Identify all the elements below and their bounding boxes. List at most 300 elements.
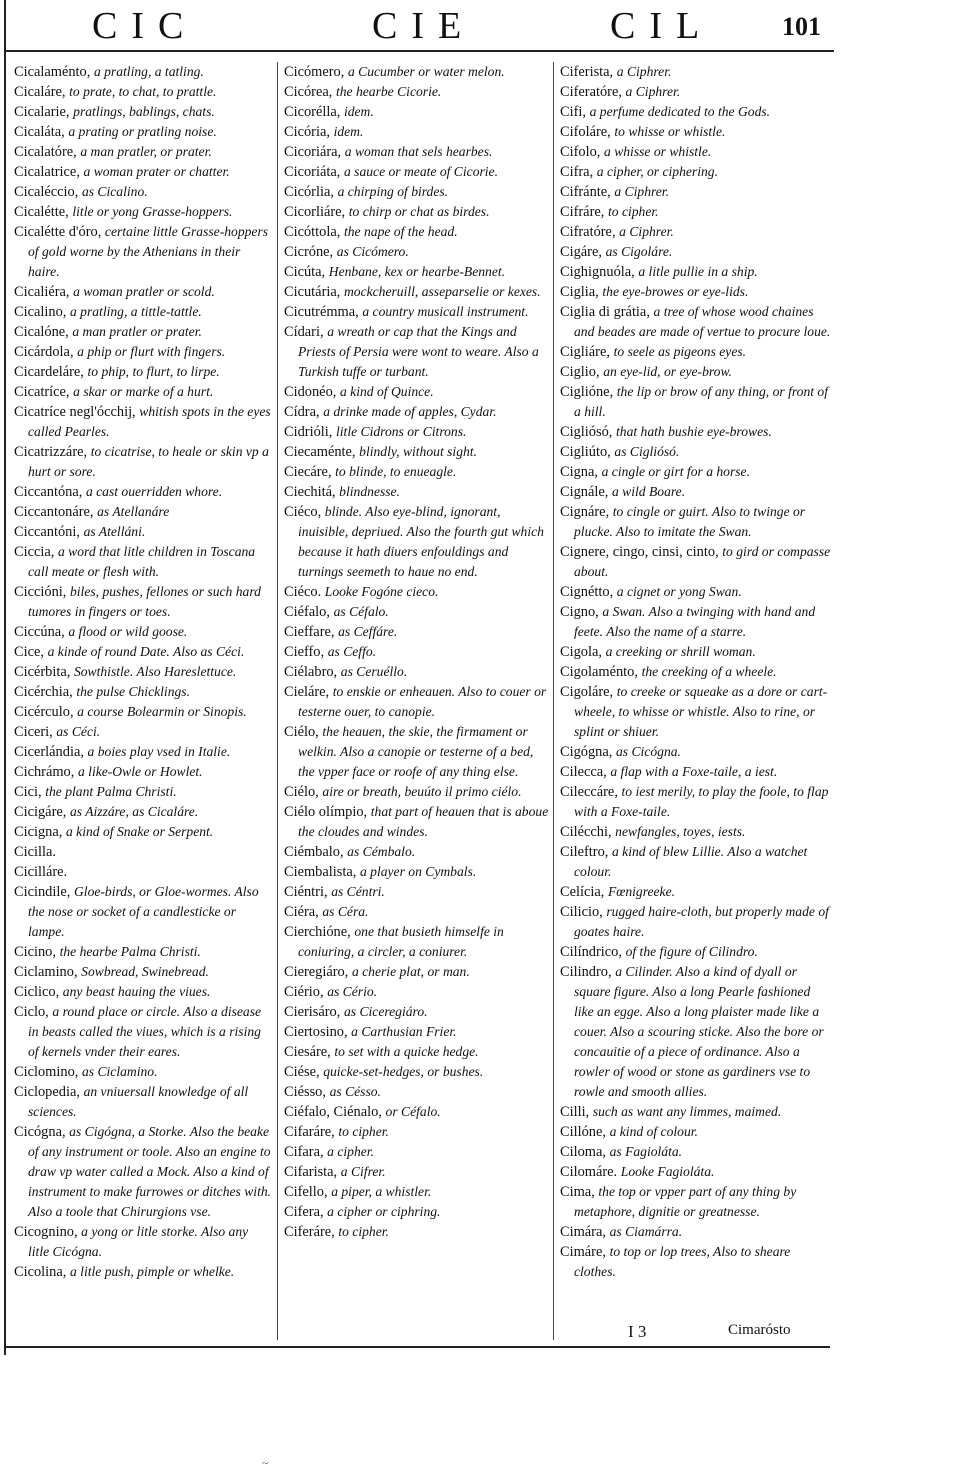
entry-definition: as Cicalino. — [81, 184, 148, 199]
entry-definition: as Ceffáre. — [338, 624, 398, 639]
entry-definition: the pulse Chicklings. — [76, 684, 190, 699]
dictionary-entry — [14, 642, 272, 662]
stray-ink-mark: ~ — [262, 1456, 269, 1470]
entry-headword: Ciésso, — [284, 1084, 326, 1100]
entry-headword: Ciccióni, — [14, 584, 67, 600]
dictionary-entry — [560, 962, 832, 1102]
entry-definition: that part of heauen that is aboue the cloudes and windes. — [298, 804, 549, 839]
dictionary-entry — [560, 1142, 832, 1162]
entry-headword: Cifaráre, — [284, 1124, 335, 1140]
dictionary-entry — [14, 882, 272, 942]
entry-headword: Cicógna, — [14, 1124, 66, 1140]
dictionary-entry — [14, 842, 272, 862]
entry-definition: a whisse or whistle. — [604, 144, 712, 159]
entry-definition: as Ceffo. — [327, 644, 377, 659]
entry-definition: a man pratler or prater. — [72, 324, 202, 339]
entry-headword: Ciélo, — [284, 724, 319, 740]
entry-headword: Cicorliáre, — [284, 204, 346, 220]
entry-headword: Cicérbita, — [14, 664, 71, 680]
running-head-center: CIE — [372, 5, 476, 47]
entry-definition: Sowbread, Swinebread. — [81, 964, 209, 979]
entry-headword: Ciembalista, — [284, 864, 357, 880]
entry-headword: Cigliúto, — [560, 444, 611, 460]
entry-definition: a cipher or ciphring. — [327, 1204, 441, 1219]
entry-headword: Cifarista, — [284, 1164, 338, 1180]
dictionary-entry — [14, 202, 272, 222]
entry-headword: Cicatríce negl'ócchij, — [14, 404, 136, 420]
entry-definition: litle Cidrons or Citrons. — [335, 424, 467, 439]
entry-definition: idem. — [333, 124, 364, 139]
dictionary-entry — [560, 162, 832, 182]
entry-definition: as Cicógna. — [615, 744, 681, 759]
entry-definition: idem. — [343, 104, 374, 119]
entry-headword: Ciglióne, — [560, 384, 614, 400]
entry-definition: a man pratler, or prater. — [80, 144, 212, 159]
entry-headword: Ciertosino, — [284, 1024, 348, 1040]
entry-definition: the top or vpper part of any thing by metaphore, dignitie or greatnesse. — [574, 1184, 797, 1219]
dictionary-entry — [14, 702, 272, 722]
entry-headword: Cilíndrico, — [560, 944, 622, 960]
dictionary-entry — [560, 662, 832, 682]
entry-headword: Cieregiáro, — [284, 964, 349, 980]
entry-headword: Cieffo, — [284, 644, 325, 660]
entry-definition: blinde. Also eye-blind, ignorant, inuisible, depriued. Also the fourth gut which because it hath diuers enfouldings and turnings seemeth to haue no end. — [298, 504, 544, 579]
running-head-left: CIC — [92, 5, 198, 47]
dictionary-entry — [284, 1162, 550, 1182]
dictionary-entry — [560, 462, 832, 482]
dictionary-entry — [14, 382, 272, 402]
dictionary-entry — [560, 742, 832, 762]
entry-headword: Cicolina, — [14, 1264, 67, 1280]
entry-definition: quicke-set-hedges, or bushes. — [323, 1064, 484, 1079]
entry-headword: Cilécchi, — [560, 824, 612, 840]
entry-definition: a country musicall instrument. — [362, 304, 529, 319]
dictionary-entry — [284, 162, 550, 182]
dictionary-entry — [284, 322, 550, 382]
dictionary-entry — [14, 862, 272, 882]
dictionary-entry — [284, 962, 550, 982]
entry-definition: to seele as pigeons eyes. — [613, 344, 747, 359]
entry-headword: Cilindro, — [560, 964, 612, 980]
entry-definition: as Cério. — [327, 984, 378, 999]
entry-headword: Cídari, — [284, 324, 324, 340]
entry-definition: as Fagioláta. — [609, 1144, 683, 1159]
dictionary-entry — [14, 1002, 272, 1062]
dictionary-entry — [14, 402, 272, 442]
dictionary-entry — [560, 242, 832, 262]
entry-headword: Cicalino, — [14, 304, 67, 320]
entry-definition: a litle push, pimple or whelke. — [69, 1264, 235, 1279]
entry-definition: a flood or wild goose. — [68, 624, 188, 639]
dictionary-entry — [284, 642, 550, 662]
dictionary-entry — [560, 62, 832, 82]
dictionary-entry — [284, 1122, 550, 1142]
column-1 — [14, 62, 272, 1282]
entry-definition: a yong or litle storke. Also any litle Cicógna. — [28, 1224, 249, 1259]
dictionary-entry — [14, 502, 272, 522]
entry-definition: the nape of the head. — [343, 224, 458, 239]
dictionary-entry — [560, 422, 832, 442]
entry-headword: Cignétto, — [560, 584, 614, 600]
dictionary-entry — [14, 1122, 272, 1222]
dictionary-entry — [284, 842, 550, 862]
entry-definition: to cipher. — [338, 1124, 389, 1139]
entry-definition: as Cigógna, a Storke. Also the beake of any instrument or toole. Also an engine to draw vp water called a Mock. Also a kind of instrument to make furrowes or ditches with. Also a toole that Chirurgions vse. — [28, 1124, 272, 1219]
entry-headword: Cifi, — [560, 104, 586, 120]
entry-headword: Cicaliéra, — [14, 284, 70, 300]
dictionary-entry — [284, 202, 550, 222]
entry-headword: Ciclico, — [14, 984, 60, 1000]
entry-headword: Cicilláre. — [14, 864, 68, 880]
entry-headword: Cileftro, — [560, 844, 609, 860]
entry-headword: Cidonéo, — [284, 384, 337, 400]
entry-headword: Cicutrémma, — [284, 304, 359, 320]
entry-headword: Cigógna, — [560, 744, 613, 760]
column-divider — [553, 62, 554, 1340]
dictionary-entry — [14, 1222, 272, 1262]
dictionary-entry — [14, 222, 272, 282]
entry-headword: Cicómero, — [284, 64, 345, 80]
entry-headword: Cicerlándia, — [14, 744, 84, 760]
entry-definition: a kind of blew Lillie. Also a watchet colour. — [574, 844, 808, 879]
entry-definition: as Cigliósó. — [614, 444, 680, 459]
entry-headword: Cigoláre, — [560, 684, 614, 700]
entry-definition: a tree of whose wood chaines and beades are made of vertue to procure loue. — [574, 304, 831, 339]
dictionary-entry — [284, 782, 550, 802]
dictionary-entry — [560, 142, 832, 162]
dictionary-entry — [14, 182, 272, 202]
entry-headword: Ciccantóni, — [14, 524, 80, 540]
dictionary-entry — [14, 142, 272, 162]
dictionary-entry — [14, 822, 272, 842]
entry-definition: a woman that sels hearbes. — [344, 144, 493, 159]
entry-definition: a wreath or cap that the Kings and Priests of Persia were wont to weare. Also a Turkish tuffe or turbant. — [298, 324, 539, 379]
entry-headword: Cifera, — [284, 1204, 324, 1220]
dictionary-entry — [284, 622, 550, 642]
entry-headword: Ciferáre, — [284, 1224, 335, 1240]
entry-definition: the eye-browes or eye-lids. — [602, 284, 749, 299]
entry-headword: Cicoriára, — [284, 144, 342, 160]
entry-headword: Cidrióli, — [284, 424, 333, 440]
entry-headword: Ciesáre, — [284, 1044, 331, 1060]
dictionary-entry — [14, 662, 272, 682]
entry-definition: a kind of Quince. — [339, 384, 434, 399]
entry-definition: whitish spots in the eyes called Pearles. — [28, 404, 271, 439]
entry-headword: Ciceri, — [14, 724, 53, 740]
entry-headword: Cicalatóre, — [14, 144, 77, 160]
entry-definition: as Atellanáre — [97, 504, 170, 519]
entry-headword: Cigolaménto, — [560, 664, 638, 680]
dictionary-entry — [14, 782, 272, 802]
dictionary-entry — [14, 622, 272, 642]
entry-headword: Cifránte, — [560, 184, 611, 200]
dictionary-entry — [560, 1222, 832, 1242]
dictionary-entry — [560, 582, 832, 602]
entry-headword: Ciglia, — [560, 284, 599, 300]
entry-headword: Cicalétte d'óro, — [14, 224, 102, 240]
dictionary-entry — [14, 302, 272, 322]
entry-headword: Cileccáre, — [560, 784, 618, 800]
entry-headword: Cicoriáta, — [284, 164, 341, 180]
entry-headword: Celícia, — [560, 884, 605, 900]
entry-definition: a drinke made of apples, Cydar. — [323, 404, 497, 419]
entry-headword: Cigliósó, — [560, 424, 613, 440]
entry-headword: Ciéco, — [284, 504, 322, 520]
dictionary-entry — [14, 942, 272, 962]
dictionary-entry — [560, 942, 832, 962]
entry-headword: Cignáre, — [560, 504, 610, 520]
entry-headword: Cigola, — [560, 644, 602, 660]
entry-definition: as Césso. — [329, 1084, 381, 1099]
dictionary-entry — [284, 1062, 550, 1082]
entry-headword: Cicaláta, — [14, 124, 65, 140]
entry-headword: Ciélo, — [284, 784, 319, 800]
dictionary-entry — [284, 1042, 550, 1062]
entry-definition: the plant Palma Christi. — [45, 784, 177, 799]
dictionary-entry — [560, 762, 832, 782]
entry-headword: Ciéco. — [284, 584, 322, 600]
entry-headword: Cieláre, — [284, 684, 330, 700]
column-2 — [284, 62, 550, 1242]
entry-headword: Cilli, — [560, 1104, 590, 1120]
entry-definition: litle or yong Grasse-hoppers. — [72, 204, 233, 219]
dictionary-entry — [14, 962, 272, 982]
dictionary-entry — [560, 342, 832, 362]
dictionary-entry — [560, 82, 832, 102]
dictionary-entry — [284, 142, 550, 162]
dictionary-entry — [560, 222, 832, 242]
dictionary-entry — [284, 1082, 550, 1102]
entry-headword: Cignere, cingo, cinsi, cinto, — [560, 544, 719, 560]
entry-headword: Ciémbalo, — [284, 844, 344, 860]
entry-headword: Ciglia di grátia, — [560, 304, 650, 320]
entry-definition: as Aizzáre, as Cicaláre. — [69, 804, 199, 819]
dictionary-entry — [14, 742, 272, 762]
entry-headword: Cifello, — [284, 1184, 328, 1200]
entry-definition: a kind of Snake or Serpent. — [65, 824, 214, 839]
entry-definition: to iest merily, to play the foole, to flap with a Foxe-taile. — [574, 784, 829, 819]
entry-headword: Cicórea, — [284, 84, 333, 100]
entry-headword: Ciélabro, — [284, 664, 338, 680]
dictionary-entry — [284, 62, 550, 82]
dictionary-entry — [284, 502, 550, 582]
entry-headword: Cídra, — [284, 404, 320, 420]
dictionary-entry — [14, 162, 272, 182]
entry-definition: a Ciphrer. — [616, 64, 672, 79]
entry-headword: Cifratóre, — [560, 224, 616, 240]
entry-definition: or Céfalo. — [385, 1104, 441, 1119]
dictionary-entry — [14, 122, 272, 142]
dictionary-entry — [560, 782, 832, 822]
entry-headword: Cicalétte, — [14, 204, 69, 220]
dictionary-entry — [560, 362, 832, 382]
dictionary-entry — [284, 1102, 550, 1122]
entry-definition: a like-Owle or Howlet. — [77, 764, 203, 779]
dictionary-entry — [560, 1102, 832, 1122]
dictionary-entry — [560, 442, 832, 462]
dictionary-entry — [560, 682, 832, 742]
entry-definition: Sowthistle. Also Hareslettuce. — [73, 664, 237, 679]
dictionary-entry — [560, 302, 832, 342]
dictionary-entry — [284, 382, 550, 402]
entry-headword: Ciccúna, — [14, 624, 65, 640]
entry-definition: a Carthusian Frier. — [351, 1024, 457, 1039]
entry-definition: a cignet or yong Swan. — [616, 584, 742, 599]
dictionary-entry — [284, 1202, 550, 1222]
dictionary-entry — [284, 582, 550, 602]
entry-definition: blindnesse. — [339, 484, 400, 499]
entry-definition: a Cifrer. — [340, 1164, 386, 1179]
entry-headword: Cicutária, — [284, 284, 341, 300]
entry-headword: Cicalaménto, — [14, 64, 91, 80]
running-head-right: CIL — [610, 5, 714, 47]
entry-definition: a Cucumber or water melon. — [347, 64, 505, 79]
dictionary-entry — [284, 902, 550, 922]
entry-headword: Ciéfalo, Ciénalo, — [284, 1104, 382, 1120]
entry-headword: Cieffare, — [284, 624, 335, 640]
entry-headword: Ciéfalo, — [284, 604, 330, 620]
entry-headword: Cicindile, — [14, 884, 71, 900]
entry-definition: a woman pratler or scold. — [73, 284, 215, 299]
dictionary-entry — [560, 482, 832, 502]
entry-headword: Ciclopedia, — [14, 1084, 80, 1100]
entry-headword: Cicória, — [284, 124, 330, 140]
header-rule — [6, 50, 834, 52]
entry-headword: Ciccia, — [14, 544, 55, 560]
entry-definition: an vniuersall knowledge of all sciences. — [28, 1084, 249, 1119]
entry-definition: as Cigoláre. — [605, 244, 673, 259]
dictionary-entry — [284, 722, 550, 782]
dictionary-entry — [284, 102, 550, 122]
entry-headword: Cilomáre. — [560, 1164, 618, 1180]
dictionary-entry — [14, 522, 272, 542]
page-number: 101 — [782, 12, 821, 41]
entry-headword: Cifara, — [284, 1144, 324, 1160]
entry-headword: Cimára, — [560, 1224, 606, 1240]
dictionary-entry — [284, 1002, 550, 1022]
catchword: Cimarósto — [728, 1322, 791, 1338]
entry-definition: certaine little Grasse-hoppers of gold worne by the Athenians in their haire. — [28, 224, 269, 279]
dictionary-entry — [560, 202, 832, 222]
dictionary-entry — [284, 242, 550, 262]
entry-headword: Ciélo olímpio, — [284, 804, 368, 820]
entry-headword: Ciclo, — [14, 1004, 49, 1020]
entry-headword: Ciccantonáre, — [14, 504, 94, 520]
dictionary-entry — [560, 1162, 832, 1182]
dictionary-entry — [14, 1082, 272, 1122]
entry-headword: Ciclamino, — [14, 964, 78, 980]
dictionary-entry — [284, 302, 550, 322]
entry-definition: a Ciphrer. — [619, 224, 674, 239]
entry-definition: to cipher. — [607, 204, 659, 219]
dictionary-entry — [284, 82, 550, 102]
entry-headword: Ciério, — [284, 984, 324, 1000]
entry-headword: Cignále, — [560, 484, 609, 500]
entry-headword: Cici, — [14, 784, 42, 800]
dictionary-entry — [284, 182, 550, 202]
entry-definition: any beast hauing the viues. — [62, 984, 211, 999]
entry-headword: Ciecaménte, — [284, 444, 356, 460]
entry-headword: Cigna, — [560, 464, 598, 480]
entry-definition: as Céra. — [322, 904, 369, 919]
dictionary-entry — [14, 762, 272, 782]
entry-headword: Cifoláre, — [560, 124, 611, 140]
entry-headword: Cighignuóla, — [560, 264, 635, 280]
dictionary-entry — [14, 1062, 272, 1082]
entry-definition: as Ciceregiáro. — [343, 1004, 428, 1019]
entry-definition: a cingle or girt for a horse. — [601, 464, 750, 479]
dictionary-entry — [284, 282, 550, 302]
dictionary-entry — [560, 262, 832, 282]
dictionary-entry — [284, 1142, 550, 1162]
entry-definition: a course Bolearmin or Sinopis. — [77, 704, 247, 719]
entry-headword: Ciéntri, — [284, 884, 328, 900]
dictionary-entry — [14, 1262, 272, 1282]
dictionary-entry — [560, 542, 832, 582]
dictionary-entry — [284, 882, 550, 902]
entry-headword: Cicalóne, — [14, 324, 69, 340]
entry-headword: Cicaláre, — [14, 84, 66, 100]
column-divider — [277, 62, 278, 1340]
dictionary-entry — [14, 342, 272, 362]
dictionary-entry — [284, 402, 550, 422]
entry-headword: Cice, — [14, 644, 44, 660]
entry-headword: Cicaléccio, — [14, 184, 79, 200]
dictionary-entry — [14, 802, 272, 822]
entry-headword: Cichrámo, — [14, 764, 75, 780]
entry-headword: Ciclomino, — [14, 1064, 79, 1080]
entry-definition: a phip or flurt with fingers. — [77, 344, 226, 359]
entry-headword: Ciecáre, — [284, 464, 332, 480]
entry-definition: a chirping of birdes. — [337, 184, 449, 199]
entry-definition: a piper, a whistler. — [331, 1184, 432, 1199]
entry-definition: the creeking of a wheele. — [641, 664, 777, 679]
entry-definition: to set with a quicke hedge. — [334, 1044, 479, 1059]
entry-definition: the hearbe Palma Christi. — [59, 944, 201, 959]
entry-definition: pratlings, bablings, chats. — [73, 104, 215, 119]
entry-definition: a pratling, a tittle-tattle. — [69, 304, 202, 319]
dictionary-entry — [14, 582, 272, 622]
entry-headword: Cigno, — [560, 604, 599, 620]
entry-definition: to cipher. — [338, 1224, 389, 1239]
dictionary-entry — [560, 642, 832, 662]
dictionary-entry — [14, 442, 272, 482]
entry-definition: a cipher. — [327, 1144, 374, 1159]
dictionary-entry — [284, 482, 550, 502]
entry-headword: Cicérculo, — [14, 704, 74, 720]
entry-headword: Ciferatóre, — [560, 84, 622, 100]
dictionary-entry — [284, 982, 550, 1002]
entry-headword: Ciéra, — [284, 904, 319, 920]
entry-definition: to gird or compasse about. — [574, 544, 831, 579]
entry-definition: as Atelláni. — [83, 524, 146, 539]
entry-headword: Ciloma, — [560, 1144, 606, 1160]
dictionary-entry — [284, 262, 550, 282]
entry-headword: Ciccantóna, — [14, 484, 83, 500]
entry-headword: Cicino, — [14, 944, 56, 960]
dictionary-entry — [560, 382, 832, 422]
entry-headword: Cicróne, — [284, 244, 334, 260]
entry-definition: blindly, without sight. — [359, 444, 477, 459]
entry-definition: a pratling, a tatling. — [93, 64, 204, 79]
dictionary-entry — [14, 82, 272, 102]
entry-definition: to prate, to chat, to prattle. — [69, 84, 217, 99]
entry-definition: Gloe-birds, or Gloe-wormes. Also the nose or socket of a candlesticke or lampe. — [28, 884, 259, 939]
dictionary-entry — [14, 102, 272, 122]
dictionary-entry — [284, 422, 550, 442]
entry-definition: Fœnigreeke. — [607, 884, 676, 899]
dictionary-entry — [284, 1022, 550, 1042]
